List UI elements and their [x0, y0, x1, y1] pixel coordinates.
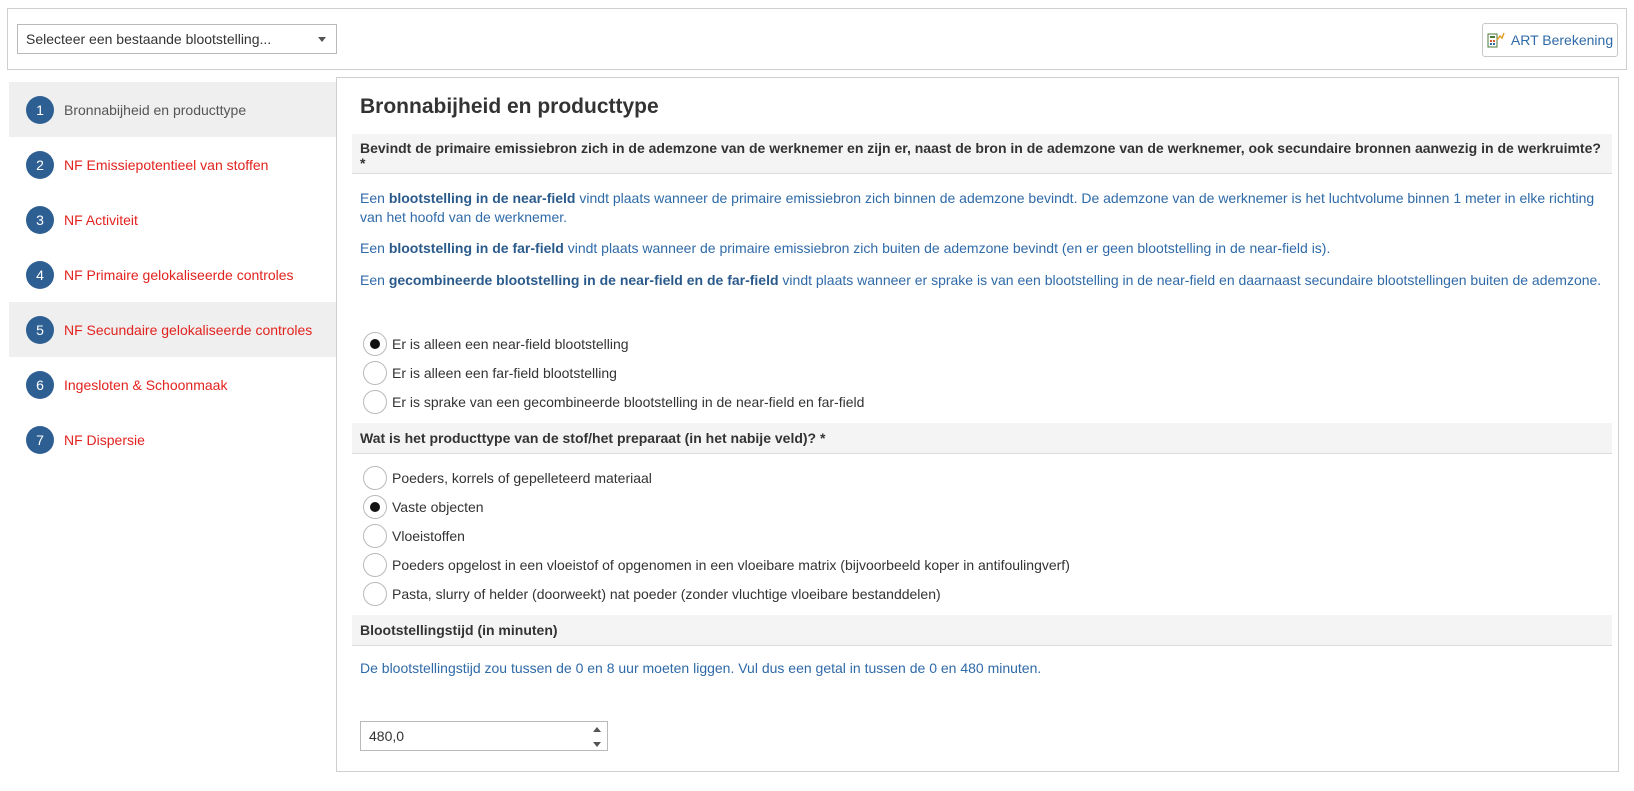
step-sidebar [9, 82, 336, 467]
info-text: vindt plaats wanneer de primaire emissiebron zich buiten de ademzone bevindt (en er geen blootstelling in de near-field is). [563, 240, 1331, 256]
existing-exposure-select[interactable] [17, 24, 337, 54]
step-number-badge: 6 [26, 371, 54, 399]
radio-button[interactable] [363, 495, 387, 519]
radio-option-near-field[interactable] [363, 332, 629, 356]
radio-label: Vaste objecten [392, 499, 484, 515]
step-label: NF Primaire gelokaliseerde controles [64, 266, 294, 283]
info-bold: blootstelling in de near-field [388, 190, 576, 206]
sidebar-step-4[interactable] [9, 247, 336, 302]
question-exposure-time [352, 615, 1612, 646]
exposure-time-input[interactable] [361, 722, 581, 750]
step-number-badge: 2 [26, 151, 54, 179]
sidebar-step-6[interactable] [9, 357, 336, 412]
info-text: Een [360, 240, 389, 256]
art-calculation-button-label: ART Berekening [1510, 32, 1614, 48]
radio-label: Pasta, slurry of helder (doorweekt) nat poeder (zonder vluchtige vloeibare bestanddelen) [392, 586, 941, 602]
radio-label: Vloeistoffen [392, 528, 465, 544]
art-calculation-button[interactable] [1482, 23, 1618, 57]
step-label: Bronnabijheid en producttype [64, 101, 247, 118]
step-number-badge: 3 [26, 206, 54, 234]
question-product-type [352, 423, 1612, 454]
question-text: Bevindt de primaire emissiebron zich in de ademzone van de werknemer en zijn er, naast de bron in de ademzone van de werknemer, ook secundaire bronnen aanwezig in de werkruimte? [360, 140, 1601, 156]
sidebar-step-5[interactable] [9, 302, 336, 357]
step-label: NF Emissiepotentieel van stoffen [64, 156, 269, 173]
info-bold: gecombineerde blootstelling in de near-field en de far-field [388, 272, 779, 288]
step-label: Ingesloten & Schoonmaak [64, 376, 228, 393]
info-exposure-time: De blootstellingstijd zou tussen de 0 en 8 uur moeten liggen. Vul dus een getal in tussen de 0 en 480 minuten. [360, 660, 1042, 676]
info-near-field [360, 189, 1605, 227]
stepper-controls [591, 725, 603, 749]
radio-label: Poeders, korrels of gepelleteerd materiaal [392, 470, 652, 486]
question-source-proximity [352, 134, 1612, 174]
page-title: Bronnabijheid en producttype [360, 95, 659, 118]
question-text: Blootstellingstijd (in minuten) [360, 622, 558, 638]
radio-button[interactable] [363, 553, 387, 577]
step-number-badge: 4 [26, 261, 54, 289]
step-label: NF Secundaire gelokaliseerde controles [64, 321, 313, 338]
sidebar-step-1[interactable] [9, 82, 336, 137]
top-bar [7, 8, 1627, 70]
question-text: Wat is het producttype van de stof/het preparaat (in het nabije veld)? * [360, 430, 826, 446]
radio-button[interactable] [363, 361, 387, 385]
step-number-badge: 1 [26, 96, 54, 124]
sidebar-step-3[interactable] [9, 192, 336, 247]
radio-button[interactable] [363, 390, 387, 414]
info-bold: blootstelling in de far-field [388, 240, 564, 256]
radio-option-powders[interactable] [363, 466, 652, 490]
step-label: NF Activiteit [64, 211, 138, 228]
sidebar-step-2[interactable] [9, 137, 336, 192]
main-panel [336, 77, 1619, 772]
sidebar-step-7[interactable] [9, 412, 336, 467]
radio-label: Poeders opgelost in een vloeistof of opgenomen in een vloeibare matrix (bijvoorbeeld koper in antifoulingverf) [392, 557, 1070, 573]
info-text: vindt plaats wanneer de primaire emissiebron zich binnen de ademzone bevindt. De ademzone van de werknemer is het luchtvolume binnen 1 meter in elke richting van het hoofd van de werknemer. [360, 190, 1595, 225]
radio-button[interactable] [363, 332, 387, 356]
stepper-up-icon[interactable] [593, 727, 601, 732]
radio-label: Er is alleen een near-field blootstelling [392, 336, 629, 352]
chevron-down-icon [318, 37, 326, 42]
calculator-chart-icon [1487, 31, 1505, 49]
radio-button[interactable] [363, 466, 387, 490]
exposure-time-stepper[interactable] [360, 721, 608, 751]
radio-option-far-field[interactable] [363, 361, 617, 385]
required-mark: * [360, 155, 366, 171]
radio-option-liquids[interactable] [363, 524, 465, 548]
radio-option-solid-objects[interactable] [363, 495, 484, 519]
radio-option-paste-slurry[interactable] [363, 582, 941, 606]
info-text: Een [360, 190, 389, 206]
radio-option-combined[interactable] [363, 390, 864, 414]
radio-option-dissolved-powders[interactable] [363, 553, 1070, 577]
info-far-field [360, 239, 1605, 258]
radio-label: Er is alleen een far-field blootstelling [392, 365, 617, 381]
radio-label: Er is sprake van een gecombineerde blootstelling in de near-field en far-field [392, 394, 865, 410]
radio-button[interactable] [363, 524, 387, 548]
stepper-down-icon[interactable] [593, 742, 601, 747]
step-number-badge: 7 [26, 426, 54, 454]
info-text: Een [360, 272, 389, 288]
info-text: vindt plaats wanneer er sprake is van een blootstelling in de near-field en daarnaast secundaire blootstellingen buiten de ademzone. [778, 272, 1602, 288]
existing-exposure-select-value: Selecteer een bestaande blootstelling... [26, 31, 272, 47]
step-label: NF Dispersie [64, 431, 145, 448]
radio-button[interactable] [363, 582, 387, 606]
info-combined [360, 271, 1605, 290]
step-number-badge: 5 [26, 316, 54, 344]
